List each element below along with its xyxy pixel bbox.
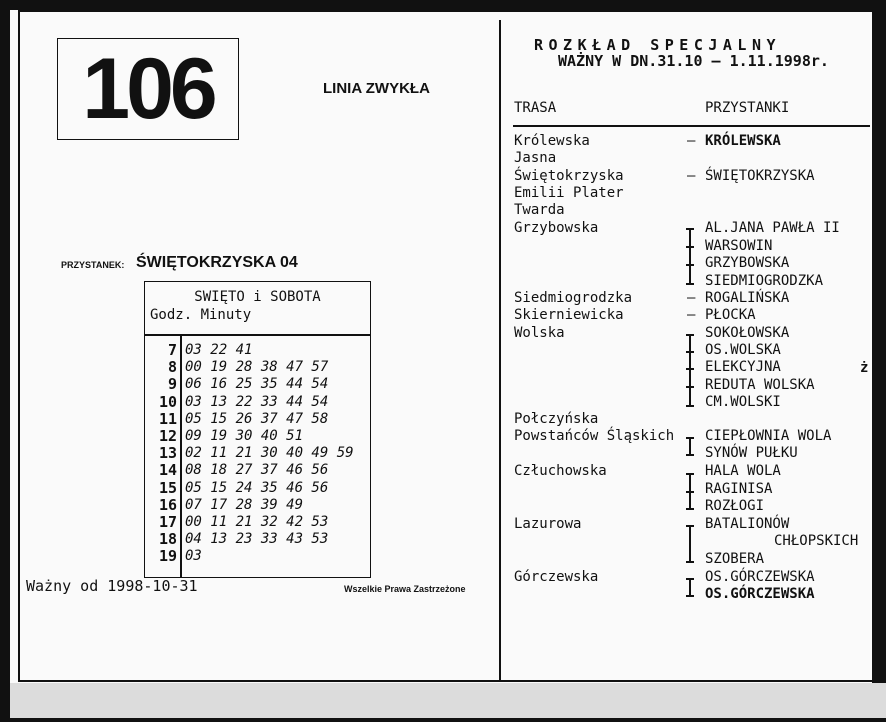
route-stop: BATALIONÓW (705, 516, 790, 532)
stop-label: PRZYSTANEK: (61, 260, 125, 270)
stop-bracket (689, 334, 691, 407)
route-stop: CHŁOPSKICH (774, 533, 859, 549)
stop-bracket (689, 578, 691, 596)
hour-cell: 8 (167, 358, 177, 377)
route-stop: ŚWIĘTOKRZYSKA (705, 168, 815, 184)
bottom-strip (10, 683, 886, 718)
minutes-cell: 05 15 24 35 46 56 (185, 479, 329, 496)
route-stop: GRZYBOWSKA (705, 255, 790, 271)
minutes-cell: 03 (185, 548, 202, 565)
route-street: Świętokrzyska (514, 168, 624, 184)
route-street: Lazurowa (514, 516, 582, 532)
minutes-cell: 05 15 26 37 47 58 (185, 410, 329, 427)
minutes-cell: 02 11 21 30 40 49 59 (185, 445, 354, 462)
hour-cell: 13 (158, 444, 177, 463)
departure-table (144, 281, 371, 578)
timetable-sheet (10, 10, 872, 710)
bracket-tick (686, 473, 694, 475)
minutes-cell: 06 16 25 35 44 54 (185, 376, 329, 393)
hour-cell: 16 (158, 495, 177, 514)
minutes-cell: 00 19 28 38 47 57 (185, 359, 329, 376)
bracket-tick (686, 561, 694, 563)
route-stop: WARSOWIN (705, 238, 773, 254)
bracket-tick (686, 334, 694, 336)
route-stop: ROZŁOGI (705, 498, 765, 514)
stop-bracket (689, 525, 691, 562)
route-stop: CIEPŁOWNIA WOLA (705, 428, 832, 444)
stop-bracket (689, 437, 691, 455)
route-street: Grzybowska (514, 220, 599, 236)
bracket-tick (686, 437, 694, 439)
route-stop: OS.WOLSKA (705, 342, 781, 358)
hour-cell: 19 (158, 547, 177, 566)
route-stop: KRÓLEWSKA (705, 133, 781, 149)
hour-cell: 14 (158, 461, 177, 480)
bracket-tick (686, 386, 694, 388)
bracket-tick (686, 264, 694, 266)
table-column-header: Godz. Minuty (150, 307, 252, 323)
route-street: Emilii Plater (514, 185, 624, 201)
route-stop: SIEDMIOGRODZKA (705, 273, 824, 289)
route-street: Połczyńska (514, 411, 599, 427)
bracket-tick (686, 525, 694, 527)
table-header-rule (145, 334, 370, 336)
dash-mark: – (687, 307, 696, 323)
route-stop: RAGINISA (705, 481, 773, 497)
minutes-cell: 04 13 23 33 43 53 (185, 531, 329, 548)
route-header: TRASA (514, 100, 557, 116)
route-stop: ELEKCYJNA (705, 359, 781, 375)
hour-column (147, 342, 177, 565)
table-column-rule (180, 334, 182, 577)
route-street: Jasna (514, 150, 557, 166)
minutes-column (185, 342, 354, 565)
hour-cell: 12 (158, 426, 177, 445)
bracket-tick (686, 454, 694, 456)
minutes-cell: 08 18 27 37 46 56 (185, 462, 329, 479)
bracket-tick (686, 283, 694, 285)
bracket-tick (686, 246, 694, 248)
bracket-tick (686, 405, 694, 407)
bracket-tick (686, 578, 694, 580)
schedule-title: ROZKŁAD SPECJALNY (534, 36, 782, 54)
hour-cell: 18 (158, 530, 177, 549)
route-stop: ROGALIŃSKA (705, 290, 790, 306)
dash-mark: – (687, 133, 696, 149)
line-number-box (57, 38, 239, 140)
stops-header: PRZYSTANKI (705, 100, 790, 116)
minutes-cell: 00 11 21 32 42 53 (185, 513, 329, 530)
hour-cell: 15 (158, 478, 177, 497)
bracket-tick (686, 351, 694, 353)
bracket-tick (686, 595, 694, 597)
hour-cell: 11 (158, 409, 177, 428)
bracket-tick (686, 228, 694, 230)
route-stop: REDUTA WOLSKA (705, 377, 815, 393)
hour-cell: 17 (158, 512, 177, 531)
route-stop: SYNÓW PUŁKU (705, 445, 798, 461)
note-marker: ż (860, 360, 869, 376)
panel-divider (499, 20, 501, 682)
minutes-cell: 07 17 28 39 49 (185, 496, 304, 513)
route-stop: HALA WOLA (705, 463, 781, 479)
route-stop: OS.GÓRCZEWSKA (705, 586, 815, 602)
header-rule (513, 125, 870, 127)
stop-name: ŚWIĘTOKRZYSKA 04 (136, 254, 298, 271)
dash-mark: – (687, 290, 696, 306)
dash-mark: – (687, 168, 696, 184)
route-street: Skierniewicka (514, 307, 624, 323)
bracket-tick (686, 368, 694, 370)
day-type: SWIĘTO i SOBOTA (194, 289, 321, 305)
route-stop: SZOBERA (705, 551, 765, 567)
route-stop: OS.GÓRCZEWSKA (705, 569, 815, 585)
minutes-cell: 03 13 22 33 44 54 (185, 393, 329, 410)
rights-notice: Wszelkie Prawa Zastrzeżone (344, 584, 466, 594)
route-stop: PŁOCKA (705, 307, 756, 323)
route-stop: CM.WOLSKI (705, 394, 781, 410)
bracket-tick (686, 508, 694, 510)
minutes-cell: 09 19 30 40 51 (185, 427, 304, 444)
route-street: Powstańców Śląskich (514, 428, 675, 444)
line-type: LINIA ZWYKŁA (323, 80, 430, 97)
route-stop: SOKOŁOWSKA (705, 325, 790, 341)
stop-bracket (689, 228, 691, 285)
line-number: 106 (82, 41, 214, 137)
route-street: Twarda (514, 202, 565, 218)
route-street: Górczewska (514, 569, 599, 585)
hour-cell: 9 (167, 375, 177, 394)
bracket-tick (686, 491, 694, 493)
hour-cell: 7 (167, 341, 177, 359)
valid-from: Ważny od 1998-10-31 (26, 577, 198, 595)
route-street: Królewska (514, 133, 590, 149)
route-street: Wolska (514, 325, 565, 341)
hour-cell: 10 (158, 392, 177, 411)
minutes-cell: 03 22 41 (185, 342, 253, 358)
route-street: Siedmiogrodzka (514, 290, 633, 306)
route-stop: AL.JANA PAWŁA II (705, 220, 840, 236)
route-street: Człuchowska (514, 463, 607, 479)
schedule-validity: WAŻNY W DN.31.10 – 1.11.1998r. (558, 52, 829, 70)
